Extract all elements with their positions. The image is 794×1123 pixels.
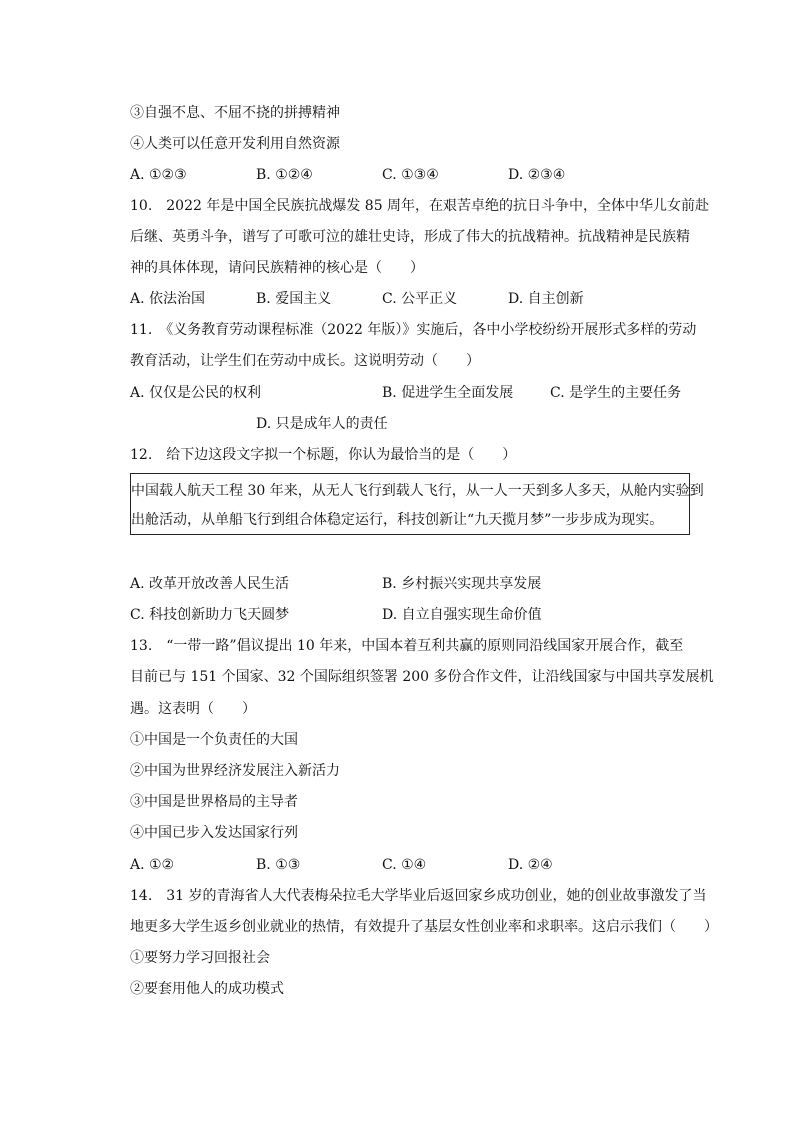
q12-passage-line-1: 中国载人航天工程 30 年来，从无人飞行到载人飞行，从一人一天到多人多天，从舱内实验到 bbox=[131, 483, 704, 499]
q14-stem-line-2: 地更多大学生返乡创业就业的热情，有效提升了基层女性创业率和求职率。这启示我们（ ） bbox=[130, 919, 718, 935]
q11-option-b: B. 促进学生全面发展 bbox=[382, 385, 514, 401]
q12-stem: 12. 给下边这段文字拟一个标题，你认为最恰当的是（ ） bbox=[130, 447, 517, 463]
q13-option-d: D. ②④ bbox=[508, 857, 553, 873]
q11-stem-line-1: 11. 《义务教育劳动课程标准（2022 年版）》实施后，各中小学校纷纷开展形式多样的劳动 bbox=[130, 322, 697, 338]
q11-option-d: D. 只是成年人的责任 bbox=[256, 416, 388, 432]
q11-stem-line-2: 教育活动，让学生们在劳动中成长。这说明劳动（ ） bbox=[130, 353, 480, 369]
q14-item-1: ①要努力学习回报社会 bbox=[130, 950, 270, 966]
q9-option-c: C. ①③④ bbox=[382, 167, 439, 183]
q13-stem-line-3: 遇。这表明（ ） bbox=[130, 701, 256, 717]
q11-option-a: A. 仅仅是公民的权利 bbox=[130, 385, 262, 401]
q13-option-c: C. ①④ bbox=[382, 857, 427, 873]
q10-option-c: C. 公平正义 bbox=[382, 291, 458, 307]
q10-stem-line-2: 后继、英勇斗争，谱写了可歌可泣的雄壮史诗，形成了伟大的抗战精神。抗战精神是民族精 bbox=[130, 229, 690, 245]
q12-passage-line-2: 出舱活动，从单船飞行到组合体稳定运行，科技创新让“九天揽月梦”一步步成为现实。 bbox=[131, 512, 664, 528]
q13-option-b: B. ①③ bbox=[256, 857, 301, 873]
q13-option-a: A. ①② bbox=[130, 857, 175, 873]
q12-option-c: C. 科技创新助力飞天圆梦 bbox=[130, 607, 290, 623]
q14-stem-line-1: 14. 31 岁的青海省人大代表梅朵拉毛大学毕业后返回家乡成功创业，她的创业故事激发了当 bbox=[130, 888, 707, 904]
q9-item-4: ④人类可以任意开发利用自然资源 bbox=[130, 136, 340, 152]
q10-stem-line-3: 神的具体体现，请问民族精神的核心是（ ） bbox=[130, 260, 424, 276]
q12-option-b: B. 乡村振兴实现共享发展 bbox=[382, 576, 542, 592]
q12-passage-box bbox=[130, 473, 704, 535]
q9-option-a: A. ①②③ bbox=[130, 167, 187, 183]
q10-stem-line-1: 10. 2022 年是中国全民族抗战爆发 85 周年，在艰苦卓绝的抗日斗争中，全体中华儿女前赴 bbox=[130, 198, 710, 214]
q12-option-a: A. 改革开放改善人民生活 bbox=[130, 576, 290, 592]
q13-item-2: ②中国为世界经济发展注入新活力 bbox=[130, 763, 340, 779]
q9-item-3: ③自强不息、不屈不挠的拼搏精神 bbox=[130, 105, 340, 121]
q13-item-3: ③中国是世界格局的主导者 bbox=[130, 794, 298, 810]
q13-stem-line-1: 13. “一带一路”倡议提出 10 年来，中国本着互利共赢的原则同沿线国家开展合作，截至 bbox=[130, 638, 684, 654]
q13-item-4: ④中国已步入发达国家行列 bbox=[130, 825, 298, 841]
q12-option-d: D. 自立自强实现生命价值 bbox=[382, 607, 542, 623]
q13-item-1: ①中国是一个负责任的大国 bbox=[130, 732, 298, 748]
q13-stem-line-2: 目前已与 151 个国家、32 个国际组织签署 200 多份合作文件，让沿线国家与中国共享发展机 bbox=[130, 669, 714, 685]
q10-option-a: A. 依法治国 bbox=[130, 291, 206, 307]
q10-option-b: B. 爱国主义 bbox=[256, 291, 332, 307]
q11-option-c: C. 是学生的主要任务 bbox=[550, 385, 682, 401]
q10-option-d: D. 自主创新 bbox=[508, 291, 584, 307]
q14-item-2: ②要套用他人的成功模式 bbox=[130, 981, 284, 997]
q9-option-d: D. ②③④ bbox=[508, 167, 566, 183]
q9-option-b: B. ①②④ bbox=[256, 167, 313, 183]
